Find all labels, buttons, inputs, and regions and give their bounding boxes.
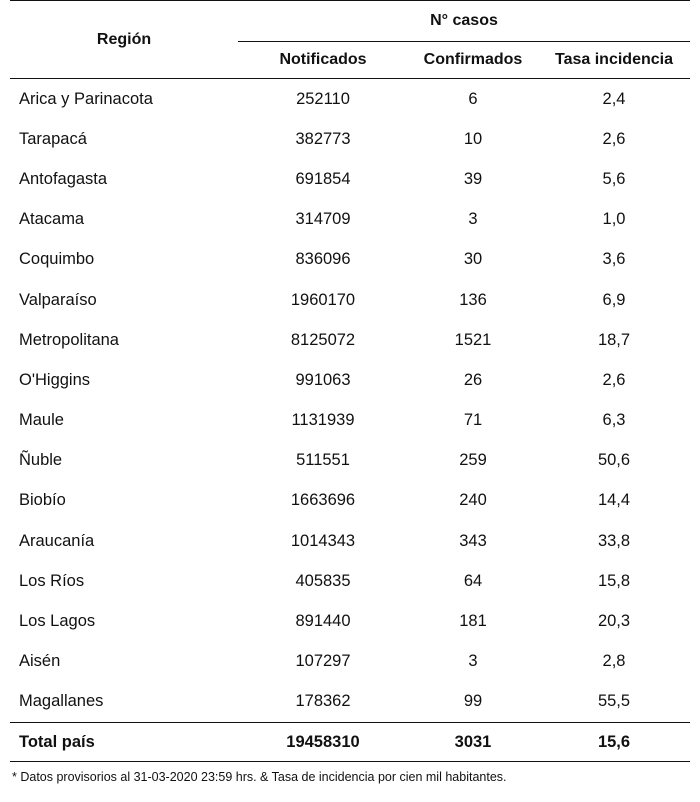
footnote: * Datos provisorios al 31-03-2020 23:59 hrs. & Tasa de incidencia por cien mil habitantes. [12, 770, 507, 784]
notificados-cell: 1131939 [291, 411, 355, 430]
column-header-notificados: Notificados [238, 42, 408, 79]
tasa-cell: 15,8 [597, 571, 631, 590]
tasa-cell: 1,0 [602, 210, 626, 229]
total-notificados: 19458310 [238, 723, 408, 762]
region-cell: Atacama [19, 210, 85, 229]
notificados-cell: 511551 [296, 451, 350, 470]
tasa-cell: 14,4 [597, 491, 631, 510]
notificados-cell: 8125072 [290, 330, 356, 349]
tasa-cell: 6,3 [602, 411, 626, 430]
tasa-cell: 55,5 [597, 692, 631, 711]
cases-table [10, 0, 690, 762]
total-confirmados: 3031 [408, 723, 538, 762]
notificados-cell: 252110 [296, 89, 350, 108]
confirmados-cell: 6 [468, 89, 478, 108]
table-row [10, 280, 690, 320]
table-row [10, 601, 690, 641]
table-row [10, 240, 690, 280]
confirmados-cell: 259 [459, 451, 487, 470]
region-cell: Araucanía [19, 531, 95, 550]
notificados-cell: 1014343 [290, 531, 356, 550]
region-cell: Valparaíso [19, 290, 97, 309]
confirmados-cell: 30 [463, 250, 483, 269]
region-cell: Coquimbo [19, 250, 95, 269]
notificados-cell: 836096 [295, 250, 351, 269]
table-row [10, 159, 690, 199]
total-tasa: 15,6 [538, 723, 690, 762]
table-row [10, 119, 690, 159]
confirmados-cell: 39 [463, 169, 483, 188]
confirmados-cell: 1521 [454, 330, 492, 349]
notificados-cell: 107297 [295, 652, 351, 671]
region-cell: Biobío [19, 491, 66, 510]
tasa-cell: 2,8 [602, 652, 626, 671]
notificados-cell: 991063 [295, 370, 351, 389]
confirmados-cell: 71 [463, 411, 483, 430]
region-cell: Aisén [19, 652, 61, 671]
region-cell: Maule [19, 411, 64, 430]
notificados-cell: 314709 [295, 210, 351, 229]
column-group-header-cases: N° casos [238, 1, 690, 42]
table-row [10, 521, 690, 561]
column-header-region: Región [10, 1, 238, 79]
tasa-cell: 33,8 [597, 531, 631, 550]
region-cell: Arica y Parinacota [19, 89, 153, 108]
confirmados-cell: 10 [463, 129, 483, 148]
table-footer [10, 723, 690, 762]
table-body [10, 79, 690, 723]
total-label: Total país [10, 723, 238, 762]
total-row [10, 723, 690, 762]
tasa-cell: 2,6 [602, 370, 626, 389]
region-cell: Ñuble [19, 451, 63, 470]
table-row [10, 682, 690, 723]
notificados-cell: 1960170 [290, 290, 356, 309]
tasa-cell: 18,7 [597, 330, 631, 349]
confirmados-cell: 3 [468, 652, 478, 671]
notificados-cell: 691854 [295, 169, 351, 188]
tasa-cell: 5,6 [602, 169, 626, 188]
confirmados-cell: 343 [459, 531, 487, 550]
tasa-cell: 2,6 [602, 129, 626, 148]
confirmados-cell: 240 [459, 491, 487, 510]
confirmados-cell: 3 [468, 210, 478, 229]
region-cell: Metropolitana [19, 330, 119, 349]
table-row [10, 79, 690, 120]
region-cell: Magallanes [19, 692, 104, 711]
tasa-cell: 20,3 [597, 612, 631, 631]
tasa-cell: 2,4 [602, 89, 626, 108]
table-row [10, 642, 690, 682]
notificados-cell: 382773 [295, 129, 351, 148]
table-row [10, 561, 690, 601]
region-cell: Antofagasta [19, 169, 108, 188]
notificados-cell: 1663696 [290, 491, 356, 510]
table-row [10, 481, 690, 521]
notificados-cell: 405835 [295, 571, 351, 590]
region-cell: O'Higgins [19, 370, 91, 389]
confirmados-cell: 136 [459, 290, 487, 309]
tasa-cell: 6,9 [602, 290, 626, 309]
table-row [10, 360, 690, 400]
confirmados-cell: 64 [463, 571, 483, 590]
region-cell: Los Ríos [19, 571, 85, 590]
table-row [10, 200, 690, 240]
confirmados-cell: 181 [459, 612, 487, 631]
table-row [10, 320, 690, 360]
region-cell: Tarapacá [19, 129, 87, 148]
tasa-cell: 3,6 [602, 250, 626, 269]
column-header-confirmados: Confirmados [408, 42, 538, 79]
tasa-cell: 50,6 [597, 451, 631, 470]
confirmados-cell: 99 [463, 692, 483, 711]
notificados-cell: 891440 [295, 612, 351, 631]
table-row [10, 401, 690, 441]
cases-table-container [10, 0, 690, 762]
column-header-tasa: Tasa incidencia [538, 42, 690, 79]
notificados-cell: 178362 [295, 692, 351, 711]
confirmados-cell: 26 [463, 370, 483, 389]
region-cell: Los Lagos [19, 612, 96, 631]
table-row [10, 441, 690, 481]
table-header [10, 1, 690, 79]
